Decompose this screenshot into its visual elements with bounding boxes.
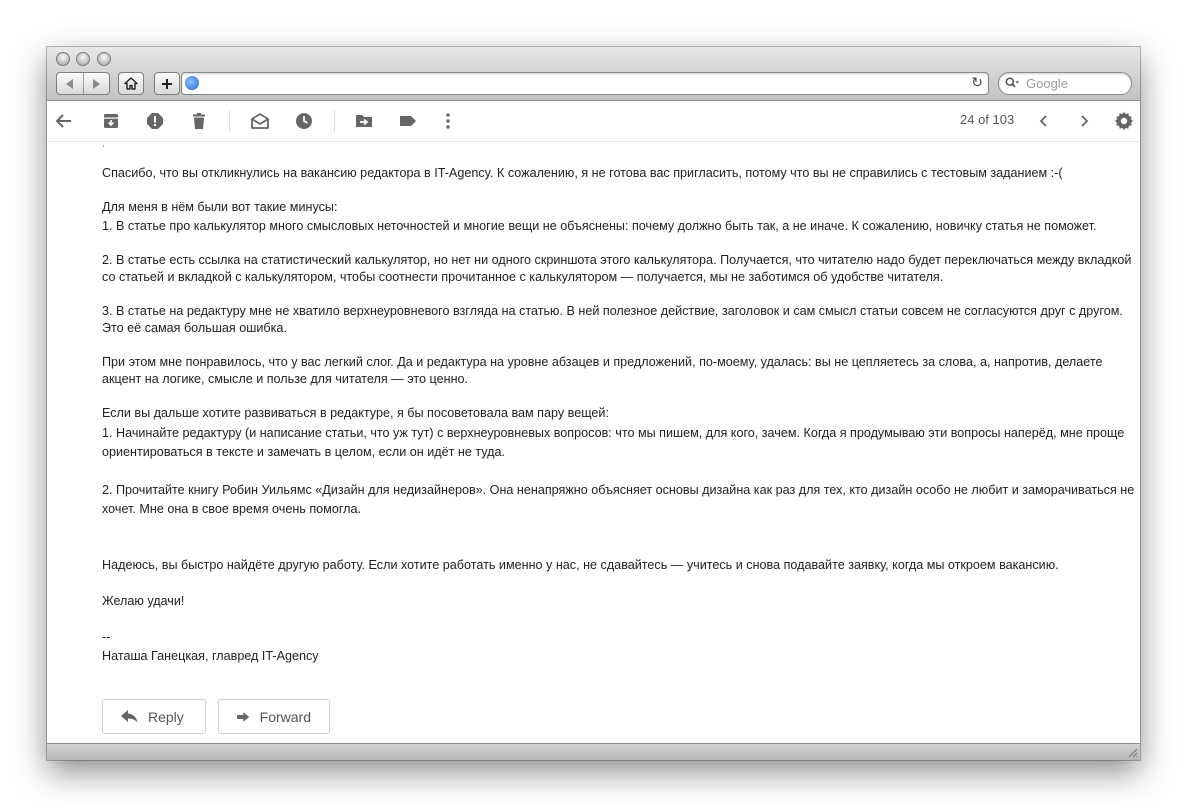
body-paragraph: 3. В статье на редактуру мне не хватило верхнеуровневого взгляда на статью. В ней полезное действие, заголовок и сам смысл статьи совсем не согласуются друг с другом. Это её самая большая ошибка. bbox=[102, 304, 1123, 335]
labels-button[interactable] bbox=[396, 109, 420, 133]
clock-icon bbox=[294, 111, 314, 131]
move-to-button[interactable] bbox=[352, 109, 376, 133]
body-paragraph: 2. Прочитайте книгу Робин Уильямс «Дизайн для недизайнеров». Она ненапряжно объясняет основы дизайна как раз для тех, кто дизайн особо не любит и заморачиваться не хочет. Мне она в свое время очень помогла. bbox=[102, 483, 1135, 516]
clipped-line: , bbox=[102, 142, 105, 149]
new-tab-button[interactable] bbox=[154, 72, 180, 95]
triangle-right-icon bbox=[92, 79, 100, 89]
newer-message-button[interactable] bbox=[1032, 109, 1056, 133]
archive-button[interactable] bbox=[99, 109, 123, 133]
chevron-left-icon bbox=[1034, 111, 1054, 131]
toolbar-divider bbox=[334, 110, 335, 132]
body-paragraph: Желаю удачи! bbox=[102, 594, 185, 608]
body-paragraph: При этом мне понравилось, что у вас легкий слог. Да и редактура на уровне абзацев и предложений, по-моему, удалась: вы не цепляетесь за слова, а, напротив, делаете акцент на логике, смысле и пользе для читателя — это ценно. bbox=[102, 355, 1103, 386]
reload-icon[interactable]: ↻ bbox=[971, 74, 983, 90]
settings-button[interactable] bbox=[1112, 109, 1136, 133]
resize-grip-icon[interactable] bbox=[1127, 747, 1138, 758]
report-spam-button[interactable] bbox=[143, 109, 167, 133]
archive-icon bbox=[101, 111, 121, 131]
home-button[interactable] bbox=[118, 72, 144, 95]
triangle-left-icon bbox=[66, 79, 74, 89]
label-tag-icon bbox=[398, 111, 418, 131]
forward-label: Forward bbox=[259, 708, 311, 725]
message-body bbox=[102, 142, 1138, 665]
home-icon bbox=[124, 77, 138, 90]
close-window-button[interactable] bbox=[56, 52, 70, 66]
body-paragraph: 1. В статье про калькулятор много смысловых неточностей и многие вещи не объяснены: почему должно быть так, а не иначе. К сожалению, новичку статья не поможет. bbox=[102, 219, 1097, 233]
reply-label: Reply bbox=[148, 708, 184, 725]
body-paragraph: Спасибо, что вы откликнулись на вакансию редактора в IT-Agency. К сожалению, я не готова вас пригласить, потому что вы не справились с тестовым заданием :-( bbox=[102, 166, 1063, 180]
mail-toolbar bbox=[47, 101, 1140, 142]
body-paragraph: Надеюсь, вы быстро найдёте другую работу. Если хотите работать именно у нас, не сдавайтесь — учитесь и снова подавайте заявку, когда мы откроем вакансию. bbox=[102, 558, 1059, 572]
trash-icon bbox=[189, 111, 209, 131]
forward-arrow-icon bbox=[237, 711, 250, 723]
zoom-window-button[interactable] bbox=[97, 52, 111, 66]
chevron-right-icon bbox=[1074, 111, 1094, 131]
forward-mail-button[interactable] bbox=[218, 699, 330, 734]
body-paragraph: Для меня в нём были вот такие минусы: bbox=[102, 200, 338, 214]
body-paragraph: Если вы дальше хотите развиваться в редактуре, я бы посоветовала вам пару вещей: bbox=[102, 406, 609, 420]
gear-icon bbox=[1114, 111, 1134, 131]
body-paragraph: 1. Начинайте редактуру (и написание статьи, что уж тут) с верхнеуровневых вопросов: что мы пишем, для кого, зачем. Когда я продумываю эти вопросы наперёд, мне проще ориентироваться в тексте и замечать в целом, если он идёт не туда. bbox=[102, 426, 1125, 459]
toolbar-divider bbox=[229, 110, 230, 132]
reply-button[interactable] bbox=[102, 699, 206, 734]
arrow-left-icon bbox=[54, 111, 74, 131]
mark-unread-button[interactable] bbox=[248, 109, 272, 133]
plus-icon bbox=[161, 78, 173, 90]
browser-window bbox=[47, 47, 1140, 760]
more-options-button[interactable] bbox=[436, 109, 460, 133]
exclamation-icon bbox=[145, 111, 165, 131]
signature-separator: -- bbox=[102, 630, 111, 644]
body-paragraph: 2. В статье есть ссылка на статистический калькулятор, но нет ни одного скриншота этого калькулятора. Получается, что читателю надо будет переключаться между вкладкой со статьей и вкладкой с калькулятором, чтобы соотнести прочитанное с калькулятором — получается, мы не заботимся об удобстве читателя. bbox=[102, 253, 1132, 284]
search-placeholder: Google bbox=[1026, 76, 1068, 91]
message-counter: 24 of 103 bbox=[960, 112, 1015, 127]
status-bar bbox=[47, 743, 1140, 760]
back-button[interactable] bbox=[57, 73, 83, 94]
globe-icon bbox=[185, 76, 199, 90]
envelope-open-icon bbox=[250, 111, 270, 131]
history-nav bbox=[56, 72, 110, 95]
search-icon bbox=[1005, 76, 1019, 90]
search-field[interactable] bbox=[998, 72, 1132, 95]
older-message-button[interactable] bbox=[1072, 109, 1096, 133]
minimize-window-button[interactable] bbox=[76, 52, 90, 66]
address-bar[interactable] bbox=[181, 72, 989, 95]
forward-button[interactable] bbox=[83, 73, 110, 94]
title-bar bbox=[47, 47, 1140, 101]
message-view bbox=[47, 142, 1140, 743]
delete-button[interactable] bbox=[187, 109, 211, 133]
more-vertical-icon bbox=[438, 111, 458, 131]
snooze-button[interactable] bbox=[292, 109, 316, 133]
signature: Наташа Ганецкая, главред IT-Agency bbox=[102, 649, 319, 663]
reply-arrow-icon bbox=[121, 710, 138, 723]
back-to-inbox-button[interactable] bbox=[52, 109, 76, 133]
folder-move-icon bbox=[354, 111, 374, 131]
